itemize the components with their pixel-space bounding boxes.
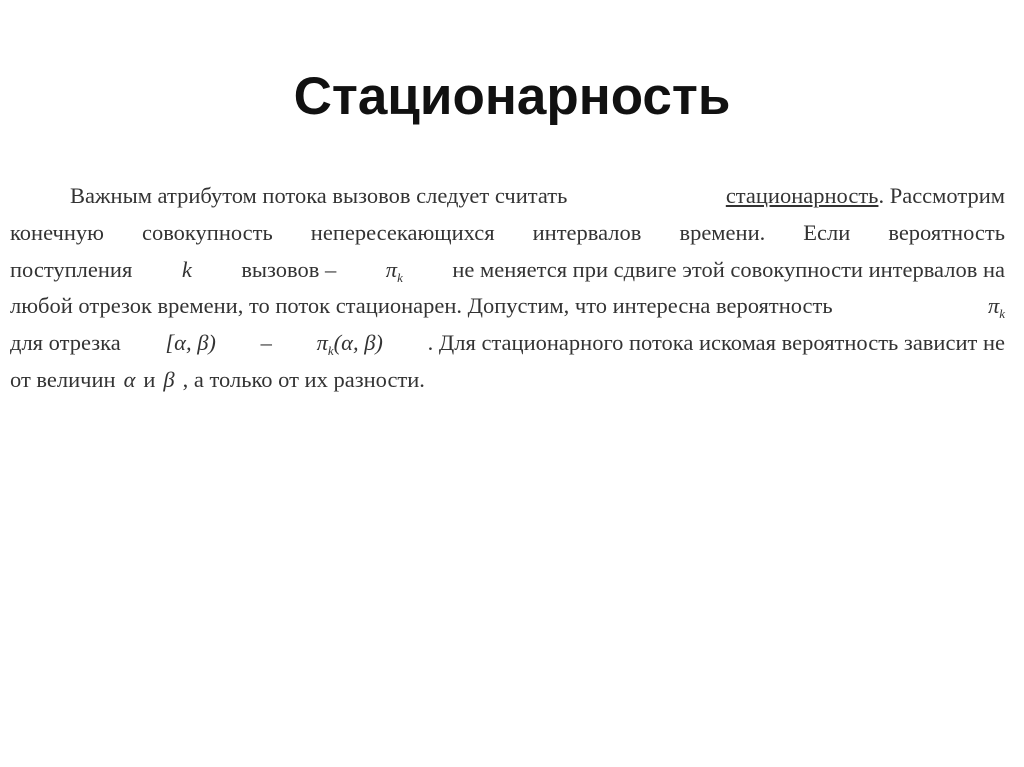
math-subscript: k (397, 269, 403, 285)
text-segment: . Для стационарного потока искомая вероятность зависит не (427, 330, 1005, 356)
text-segment: – (260, 330, 272, 356)
paragraph-line-2: конечную совокупность непересекающихся интервалов времени. Если вероятность (10, 219, 1005, 245)
math-interval: [α, β) (165, 330, 216, 356)
text-segment: поступления (10, 256, 133, 282)
math-pi: π (987, 293, 1000, 319)
text-segment: и (143, 366, 156, 392)
math-subscript: k (999, 306, 1005, 322)
text-segment: не меняется при сдвиге этой совокупности интервалов на (452, 256, 1005, 282)
paragraph (10, 178, 1005, 399)
paragraph-line-4 (10, 288, 1005, 325)
text-segment: любой отрезок времени, то поток стационарен. Допустим, что интересна вероятность (10, 293, 833, 319)
text-segment: , а только от их разности. (182, 366, 425, 392)
math-beta: β (163, 366, 175, 392)
text-segment: от величин (10, 366, 116, 392)
paragraph-line-6 (10, 362, 1005, 399)
math-subscript: k (327, 343, 334, 359)
math-pi: π (385, 256, 398, 282)
math-args: (α, β) (333, 330, 383, 356)
paragraph-line-3 (10, 252, 1005, 289)
paragraph-line-5 (10, 325, 1005, 362)
text-segment: для отрезка (10, 330, 121, 356)
math-pi: π (316, 330, 328, 356)
underlined-term: стационарность (725, 183, 879, 208)
text-segment: вызовов – (241, 256, 337, 282)
text-segment: . Рассмотрим (878, 183, 1005, 208)
slide-title: Стационарность (293, 67, 731, 126)
math-k: k (181, 256, 192, 282)
text-segment: Важным атрибутом потока вызовов следует считать (70, 183, 568, 208)
paragraph-line-1 (10, 178, 1005, 215)
math-alpha: α (123, 366, 136, 392)
